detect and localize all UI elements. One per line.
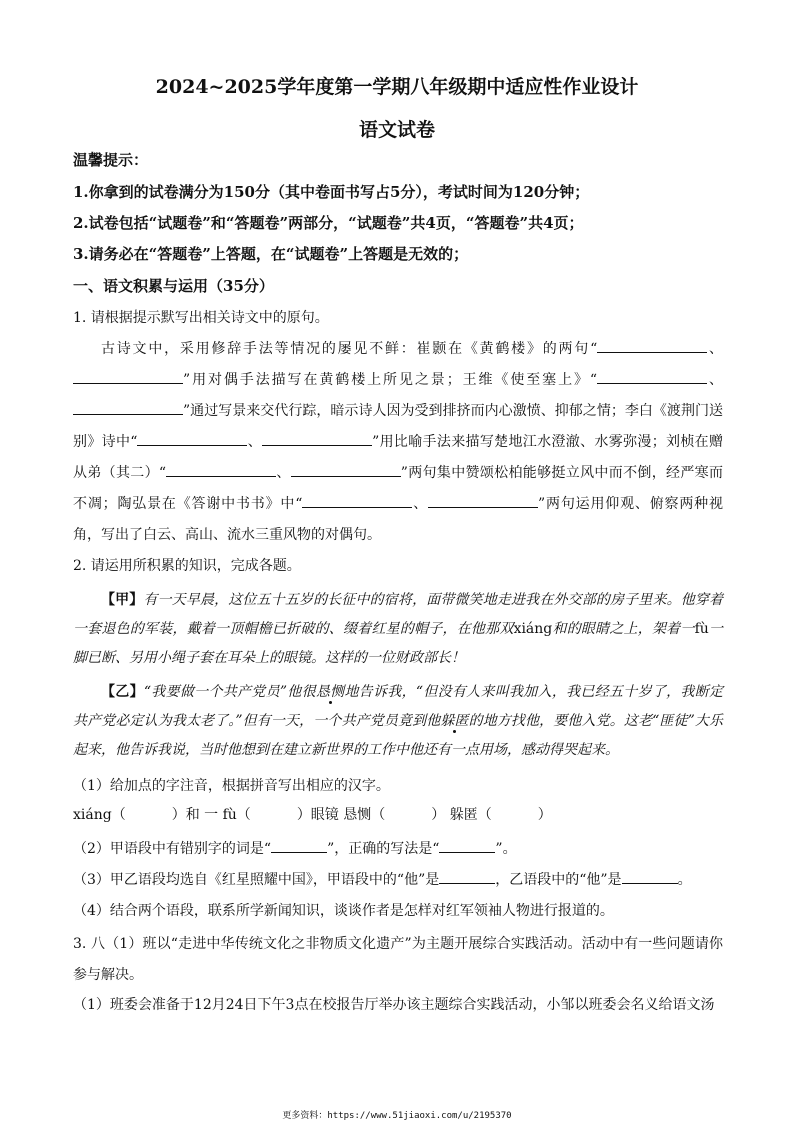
q2-sub-2-text-3: ”。: [495, 841, 517, 857]
footer-source: 更多资料：https://www.51jiaoxi.com/u/2195370: [282, 1111, 512, 1121]
answer-blank[interactable]: [73, 400, 183, 415]
q2-sub-2: [73, 838, 723, 859]
pinyin-item-label: ） 躲匿（: [431, 807, 492, 823]
separator: 、: [707, 341, 724, 357]
answer-blank[interactable]: [597, 369, 707, 384]
tip-item-1: 1.你拿到的试卷满分为150分（其中卷面书写占5分），考试时间为120分钟；: [73, 183, 590, 201]
q2-sub-4: （4）结合两个语段，联系所学新闻知识，谈谈作者是怎样对红军领袖人物进行报道的。: [73, 903, 614, 919]
answer-blank[interactable]: [302, 493, 412, 508]
passage-jia: [73, 586, 723, 673]
answer-blank[interactable]: [622, 869, 678, 884]
separator: 、: [707, 372, 723, 388]
passage-yi-label: 【乙】: [101, 684, 144, 700]
answer-blank[interactable]: [428, 493, 538, 508]
q1-text-1: 古诗文中，采用修辞手法等情况的屡见不鲜：崔颢在《黄鹤楼》的两句“: [101, 341, 598, 357]
q2-sub-1: （1）给加点的字注音，根据拼音写出相应的汉字。: [73, 778, 390, 794]
answer-blank[interactable]: [271, 838, 327, 853]
answer-blank[interactable]: [166, 462, 276, 477]
q1-text-5: ”两句集中赞颂松柏能够挺立风中而不倒，经严寒而不凋；陶弘景在《答谢中书书》中“: [73, 465, 723, 512]
answer-blank[interactable]: [73, 369, 183, 384]
answer-blank[interactable]: [439, 838, 495, 853]
pinyin-item-label: xiáng（: [73, 807, 126, 823]
dotted-word-duoni: 躲匿: [440, 713, 469, 729]
passage-jia-label: 【甲】: [101, 592, 144, 608]
exam-title: 2024~2025学年度第一学期八年级期中适应性作业设计: [155, 76, 639, 98]
q1-text-6: ”两句运用仰观、俯察两种视角，写出了白云、高山、流水三重风物的对偶句。: [73, 496, 723, 543]
passage-yi: [73, 678, 723, 765]
pinyin-item-label: ）: [537, 807, 552, 823]
q3-sub-1: （1）班委会准备于12月24日下午3点在校报告厅举办该主题综合实践活动，小邹以班委会名义给语文汤: [73, 997, 715, 1013]
pinyin-xiang: xiáng: [513, 621, 553, 637]
tip-item-3: 3.请务必在“答题卷”上答题，在“试题卷”上答题是无效的；: [73, 245, 469, 263]
separator: 、: [412, 496, 429, 512]
q2-sub-3: [73, 869, 723, 890]
answer-blank[interactable]: [597, 338, 707, 353]
pinyin-item-label: ）眼镜 恳恻（: [296, 807, 386, 823]
separator: 、: [247, 434, 263, 450]
question-2-stem: 2. 请运用所积累的知识，完成各题。: [73, 558, 301, 574]
q1-text-2: ”用对偶手法描写在黄鹤楼上所见之景；王维《使至塞上》“: [183, 372, 598, 388]
question-1-body: [73, 334, 723, 551]
passage-yi-text-3: 的地方找他，要他入党。这老“匪徒”大乐起来，他告诉我说，当时他想到在建立新世界的工作中他还有一点用场，感动得哭起来。: [73, 713, 724, 758]
tips-heading: 温馨提示：: [73, 151, 149, 169]
question-3-stem: 3. 八（1）班以“走进中华传统文化之非物质文化遗产”为主题开展综合实践活动。活动中有一些问题请你参与解决。: [73, 936, 723, 983]
passage-jia-text-2: 和的眼睛之上，架着一: [552, 621, 695, 637]
answer-blank[interactable]: [439, 869, 495, 884]
q2-sub-2-text-2: ”，正确的写法是“: [327, 841, 440, 857]
dotted-word-kence: 恳恻: [315, 684, 345, 700]
pinyin-fu: fù: [694, 621, 709, 637]
q2-sub-3-text-1: （3）甲乙语段均选自《红星照耀中国》，甲语段中的“他”是: [73, 872, 440, 888]
tip-item-2: 2.试卷包括“试题卷”和“答题卷”两部分，“试题卷”共4页，“答题卷”共4页；: [73, 214, 584, 232]
section-heading-1: 一、语文积累与运用（35分）: [73, 277, 274, 295]
separator: 、: [276, 465, 291, 481]
pinyin-item-label: ）和 一 fù（: [171, 807, 251, 823]
q2-sub-3-text-2: ，乙语段中的“他”是: [495, 872, 622, 888]
answer-blank[interactable]: [262, 431, 372, 446]
passage-yi-text-1: “我要做一个共产党员”他很: [143, 684, 316, 700]
exam-subtitle: 语文试卷: [358, 119, 435, 141]
passage-jia-text-1: 有一天早晨，这位五十五岁的长征中的宿将，面带微笑地走进我在外交部的房子里来。他穿着一套退色的军装，戴着一顶帽檐已折破的、缀着红星的帽子，在他那双: [73, 592, 724, 637]
q2-sub-1-answers: [73, 805, 723, 825]
q2-sub-3-text-3: 。: [677, 872, 692, 888]
q1-text-3: ”通过写景来交代行踪，暗示诗人因为受到排挤而内心激愤、抑郁之情；李白《渡荆门送别》诗中“: [73, 403, 723, 450]
q1-text-4: ”用比喻手法来描写楚地江水澄澈、水雾弥漫；刘桢在赠从弟（其二）“: [73, 434, 724, 481]
answer-blank[interactable]: [137, 431, 247, 446]
answer-blank[interactable]: [291, 462, 401, 477]
passage-yi-text-2: 地告诉我，“但没有人来叫我加入，我已经五十岁了，我断定共产党必定认为我太老了。”但有一天，一个共产党员竟到他: [73, 684, 724, 729]
question-1-stem: 1. 请根据提示默写出相关诗文中的原句。: [73, 310, 329, 326]
passage-jia-text-3: 一脚已断、另用小绳子套在耳朵上的眼镜。这样的一位财政部长！: [73, 621, 724, 666]
q2-sub-2-text-1: （2）甲语段中有错别字的词是“: [73, 841, 272, 857]
